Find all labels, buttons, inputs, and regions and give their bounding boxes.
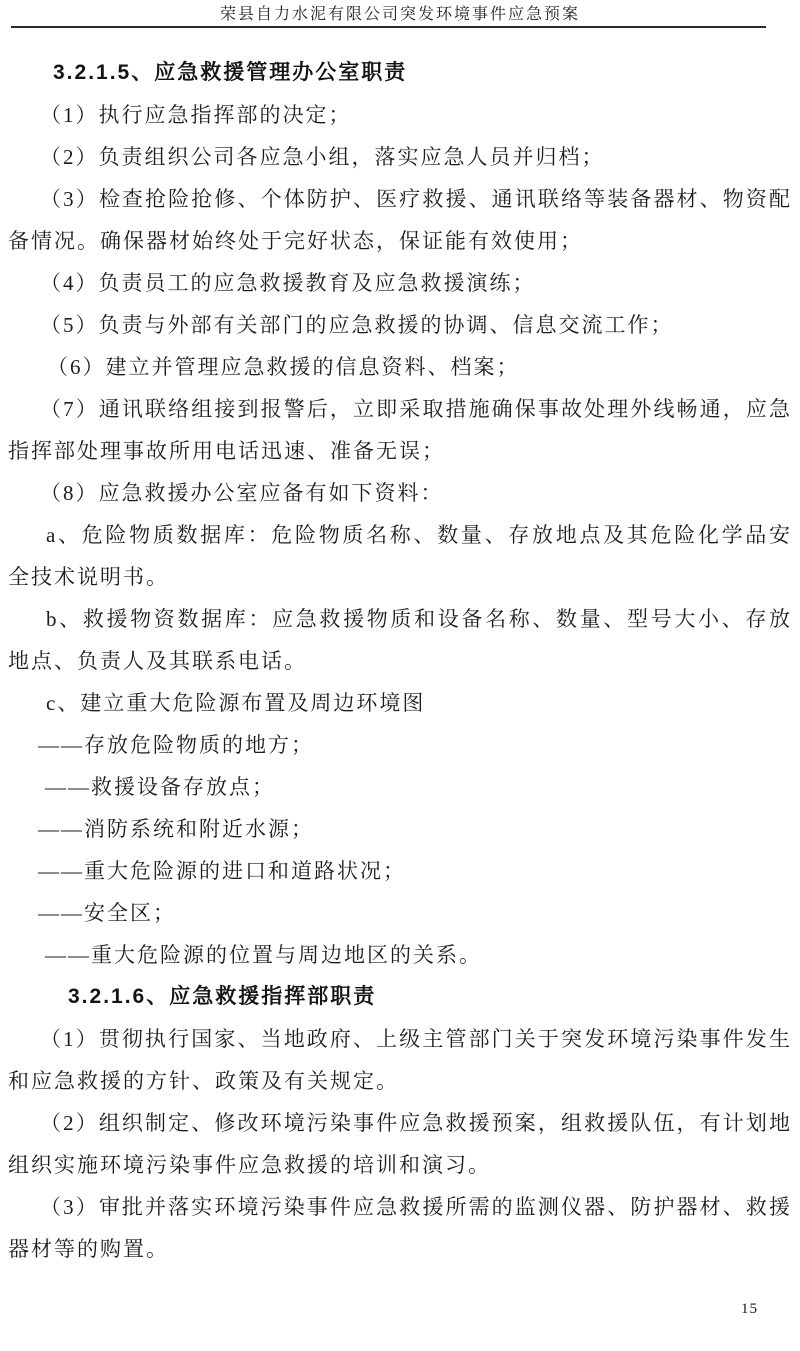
section-heading-3215: 3.2.1.5、应急救援管理办公室职责	[53, 61, 408, 84]
numbered-item-3: （3）检查抢险抢修、个体防护、医疗救援、通讯联络等装备器材、物资配备情况。确保器材始终处于完好状态，保证能有效使用；	[8, 187, 792, 253]
numbered-item-8: （8）应急救援办公室应备有如下资料：	[40, 481, 444, 505]
dash-item-3: ——消防系统和附近水源；	[38, 817, 314, 841]
document-body	[8, 52, 792, 1270]
dash-item-6: ——重大危险源的位置与周边地区的关系。	[45, 943, 482, 967]
numbered-item-s2-2: （2）组织制定、修改环境污染事件应急救援预案，组救援队伍，有计划地组织实施环境污染事件应急救援的培训和演习。	[8, 1111, 792, 1177]
numbered-item-4: （4）负责员工的应急救援教育及应急救援演练；	[40, 271, 536, 295]
lettered-item-c: c、建立重大危险源布置及周边环境图	[46, 691, 426, 715]
numbered-item-5: （5）负责与外部有关部门的应急救援的协调、信息交流工作；	[40, 313, 674, 337]
numbered-item-s2-1: （1）贯彻执行国家、当地政府、上级主管部门关于突发环境污染事件发生和应急救援的方针、政策及有关规定。	[8, 1027, 792, 1093]
section-heading-3216: 3.2.1.6、应急救援指挥部职责	[68, 985, 377, 1008]
header-divider-line	[11, 26, 766, 28]
numbered-item-s2-3: （3）审批并落实环境污染事件应急救援所需的监测仪器、防护器材、救援器材等的购置。	[8, 1195, 792, 1261]
numbered-item-7: （7）通讯联络组接到报警后，立即采取措施确保事故处理外线畅通，应急指挥部处理事故所用电话迅速、准备无误；	[8, 397, 792, 463]
numbered-item-6: （6）建立并管理应急救援的信息资料、档案；	[47, 355, 520, 379]
document-header-title: 荣县自力水泥有限公司突发环境事件应急预案	[219, 6, 580, 23]
numbered-item-2: （2）负责组织公司各应急小组，落实应急人员并归档；	[40, 145, 605, 169]
numbered-item-1: （1）执行应急指挥部的决定；	[40, 103, 352, 127]
dash-item-1: ——存放危险物质的地方；	[38, 733, 314, 757]
page-number: 15	[741, 1301, 758, 1317]
lettered-item-b: b、救援物资数据库：应急救援物质和设备名称、数量、型号大小、存放地点、负责人及其联系电话。	[8, 607, 792, 673]
lettered-item-a: a、危险物质数据库：危险物质名称、数量、存放地点及其危险化学品安全技术说明书。	[8, 523, 792, 589]
dash-item-4: ——重大危险源的进口和道路状况；	[38, 859, 406, 883]
dash-item-5: ——安全区；	[38, 901, 176, 925]
dash-item-2: ——救援设备存放点；	[45, 775, 275, 799]
